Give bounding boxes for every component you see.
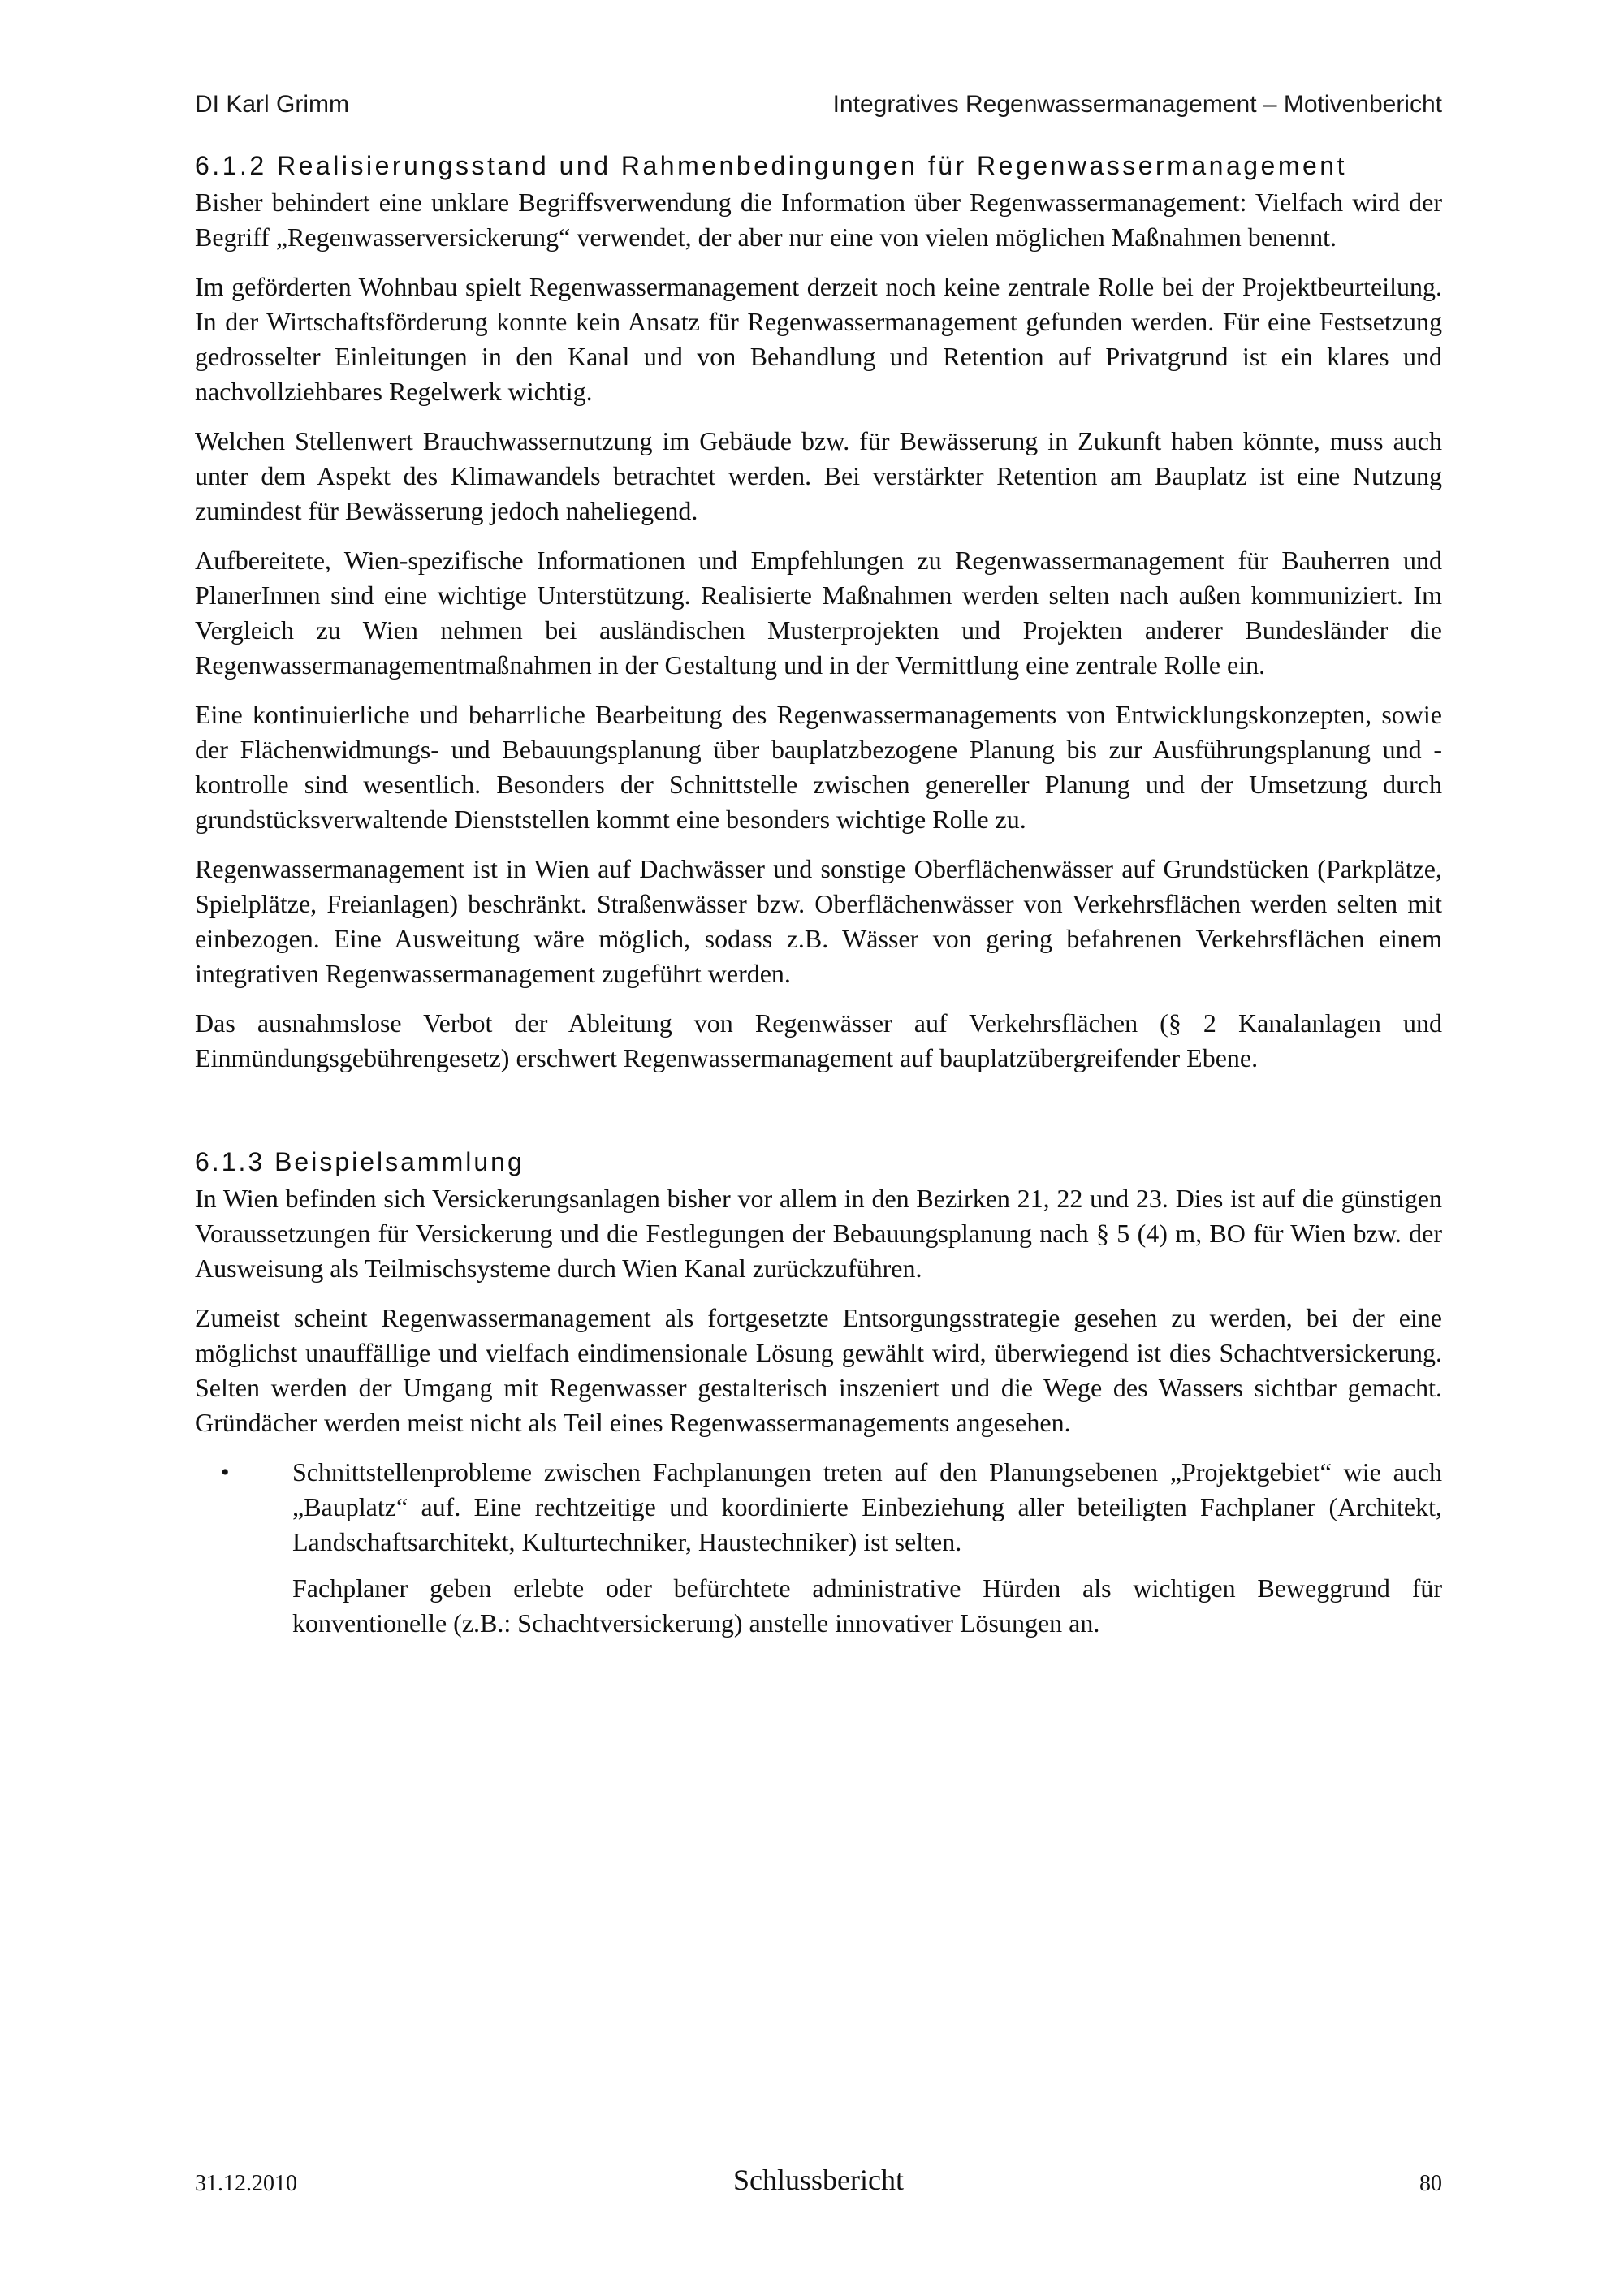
paragraph: Bisher behindert eine unklare Begriffsverwendung die Information über Regenwassermanagement: Vielfach wird der Begriff „Regenwasserversickerung“ verwendet, der aber nur eine von vielen möglichen Maßnahmen benennt. [195, 188, 1442, 252]
section-heading-6-1-2: 6.1.2 Realisierungsstand und Rahmenbedingungen für Regenwassermanagement [195, 151, 1347, 180]
bullet-list [195, 1455, 1442, 1560]
paragraph: Zumeist scheint Regenwassermanagement als fortgesetzte Entsorgungsstrategie gesehen zu werden, bei der eine möglichst unauffällige und vielfach eindimensionale Lösung gewählt wird, überwiegend ist dies Schachtversickerung. Selten werden der Umgang mit Regenwasser gestalterisch inszeniert und die Wege des Wassers sichtbar gemacht. Gründächer werden meist nicht als Teil eines Regenwassermanagements angesehen. [195, 1303, 1442, 1437]
header-author: DI Karl Grimm [195, 91, 349, 118]
paragraph: Aufbereitete, Wien-spezifische Informationen und Empfehlungen zu Regenwassermanagement für Bauherren und PlanerInnen sind eine wichtige Unterstützung. Realisierte Maßnahmen werden selten nach außen kommuniziert. Im Vergleich zu Wien nehmen bei ausländischen Musterprojekten und Projekten anderer Bundesländer die Regenwassermanagementmaßnahmen in der Gestaltung und in der Vermittlung eine zentrale Rolle ein. [195, 546, 1442, 680]
list-item-text: Schnittstellenprobleme zwischen Fachplanungen treten auf den Planungsebenen „Projektgebiet“ wie auch „Bauplatz“ auf. Eine rechtzeitige und koordinierte Einbeziehung aller beteiligten Fachplaner (Architekt, Landschaftsarchitekt, Kulturtechniker, Haustechniker) ist selten. [292, 1457, 1442, 1556]
page-header [195, 91, 1442, 127]
paragraph: Im geförderten Wohnbau spielt Regenwassermanagement derzeit noch keine zentrale Rolle bei der Projektbeurteilung. In der Wirtschaftsförderung konnte kein Ansatz für Regenwassermanagement gefunden werden. Für eine Festsetzung gedrosselter Einleitungen in den Kanal und von Behandlung und Retention auf Privatgrund ist ein klares und nachvollziehbares Regelwerk wichtig. [195, 272, 1442, 406]
section-heading-6-1-3: 6.1.3 Beispielsammlung [195, 1147, 525, 1176]
paragraph: Regenwassermanagement ist in Wien auf Dachwässer und sonstige Oberflächenwässer auf Grundstücken (Parkplätze, Spielplätze, Freianlagen) beschränkt. Straßenwässer bzw. Oberflächenwässer von Verkehrsflächen werden selten mit einbezogen. Eine Ausweitung wäre möglich, sodass z.B. Wässer von gering befahrenen Verkehrsflächen einem integrativen Regenwassermanagement zugeführt werden. [195, 854, 1442, 988]
footer-title: Schlussbericht [733, 2164, 904, 2196]
list-item-followup: Fachplaner geben erlebte oder befürchtete administrative Hürden als wichtigen Beweggrund für konventionelle (z.B.: Schachtversickerung) anstelle innovativer Lösungen an. [292, 1573, 1442, 1638]
footer-date: 31.12.2010 [195, 2171, 297, 2196]
header-doc-title: Integratives Regenwassermanagement – Motivenbericht [832, 91, 1442, 118]
bullet-icon: • [221, 1459, 230, 1486]
paragraph: Eine kontinuierliche und beharrliche Bearbeitung des Regenwassermanagements von Entwicklungskonzepten, sowie der Flächenwidmungs- und Bebauungsplanung über bauplatzbezogene Planung bis zur Ausführungsplanung und -kontrolle sind wesentlich. Besonders der Schnittstelle zwischen genereller Planung und der Umsetzung durch grundstücksverwaltende Dienststellen kommt eine besonders wichtige Rolle zu. [195, 700, 1442, 834]
paragraph: Das ausnahmslose Verbot der Ableitung von Regenwässer auf Verkehrsflächen (§ 2 Kanalanlagen und Einmündungsgebührengesetz) erschwert Regenwassermanagement auf bauplatzübergreifender Ebene. [195, 1008, 1442, 1072]
paragraph: In Wien befinden sich Versickerungsanlagen bisher vor allem in den Bezirken 21, 22 und 23. Dies ist auf die günstigen Voraussetzungen für Versickerung und die Festlegungen der Bebauungsplanung nach § 5 (4) m, BO für Wien bzw. der Ausweisung als Teilmischsysteme durch Wien Kanal zurückzuführen. [195, 1184, 1442, 1283]
page-number: 80 [1419, 2171, 1442, 2196]
page-content [195, 149, 1442, 1641]
list-item [195, 1455, 1442, 1560]
paragraph: Welchen Stellenwert Brauchwassernutzung im Gebäude bzw. für Bewässerung in Zukunft haben könnte, muss auch unter dem Aspekt des Klimawandels betrachtet werden. Bei verstärkter Retention am Bauplatz ist eine Nutzung zumindest für Bewässerung jedoch naheliegend. [195, 426, 1442, 525]
page-footer [195, 2163, 1442, 2203]
